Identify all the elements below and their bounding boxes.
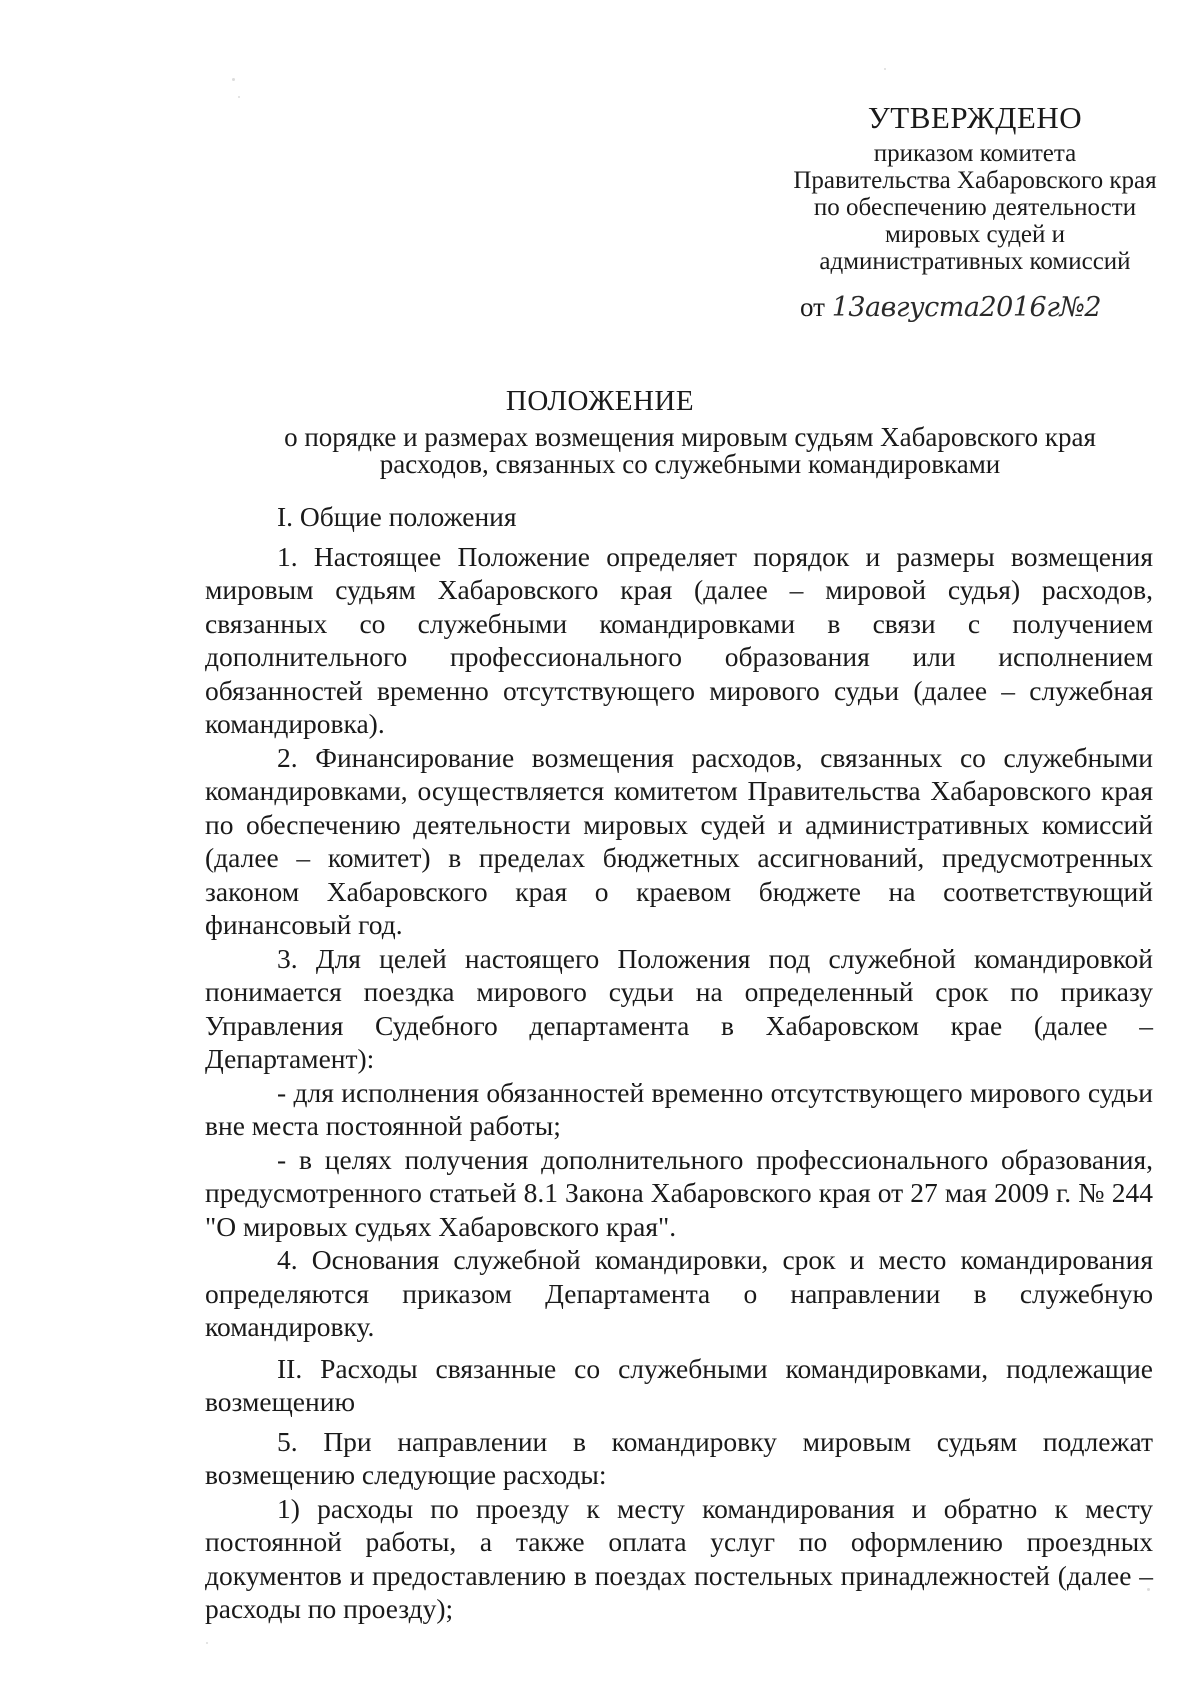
paragraph: 1. Настоящее Положение определяет порядок и размеры возмещения мировым судьям Хабаровского края (далее – мировой судья) расходов, связанных со служебными командировками в связи с получением дополнительного профессионального образования или исполнением обязанностей временно отсутствующего мирового судьи (далее – служебная командировка). [205, 540, 1153, 739]
document-body [205, 500, 1153, 1626]
list-item: - в целях получения дополнительного профессионального образования, предусмотренного статьей 8.1 Закона Хабаровского края от 27 мая 2009 г. № 244 "О мировых судьях Хабаровского края". [205, 1143, 1153, 1242]
section-heading [205, 1352, 1153, 1419]
handwritten-date: 13августа2016г№2 [831, 292, 1102, 323]
scan-speck [884, 68, 886, 70]
approval-line: Правительства Хабаровского края [793, 167, 1157, 194]
approval-line: приказом комитета [873, 140, 1077, 167]
approval-line: мировых судей и [884, 221, 1066, 248]
approval-date-prefix: от [800, 292, 825, 322]
approval-date [800, 290, 1101, 325]
document-subtitle [230, 424, 1150, 478]
document-subtitle-line: о порядке и размерах возмещения мировым судьям Хабаровского края [284, 422, 1096, 452]
section-heading-text: II. Расходы связанные со служебными командировками, подлежащие возмещению [205, 1352, 1153, 1417]
document-subtitle-line: расходов, связанных со служебными командировками [379, 449, 1001, 479]
list-item: 1) расходы по проезду к месту командирования и обратно к месту постоянной работы, а также оплата услуг по оформлению проездных документов и предоставлению в поездах постельных принадлежностей (далее – расходы по проезду); [205, 1492, 1153, 1624]
paragraph: 2. Финансирование возмещения расходов, связанных со служебными командировками, осуществляется комитетом Правительства Хабаровского края по обеспечению деятельности мировых судей и административных комиссий (далее – комитет) в пределах бюджетных ассигнований, предусмотренных законом Хабаровского края о краевом бюджете на соответствующий финансовый год. [205, 741, 1153, 940]
scan-speck [238, 96, 240, 98]
paragraph: 4. Основания служебной командировки, срок и место командирования определяются приказом Департамента о направлении в служебную командировку. [205, 1244, 1153, 1342]
scan-speck [232, 78, 235, 81]
approval-line: административных комиссий [819, 248, 1131, 275]
paragraph: 5. При направлении в командировку мировым судьям подлежат возмещению следующие расходы: [205, 1425, 1153, 1490]
section-heading: I. Общие положения [277, 501, 517, 532]
approval-line: по обеспечению деятельности [813, 194, 1137, 221]
approval-title: УТВЕРЖДЕНО [867, 100, 1083, 135]
scan-speck [206, 1642, 208, 1644]
approval-block [740, 100, 1200, 275]
paragraph: 3. Для целей настоящего Положения под служебной командировкой понимается поездка мирового судьи на определенный срок по приказу Управления Судебного департамента в Хабаровском крае (далее – Департамент): [205, 942, 1153, 1074]
document-title: ПОЛОЖЕНИЕ [505, 385, 695, 417]
list-item: - для исполнения обязанностей временно отсутствующего мирового судьи вне места постоянной работы; [205, 1076, 1153, 1141]
